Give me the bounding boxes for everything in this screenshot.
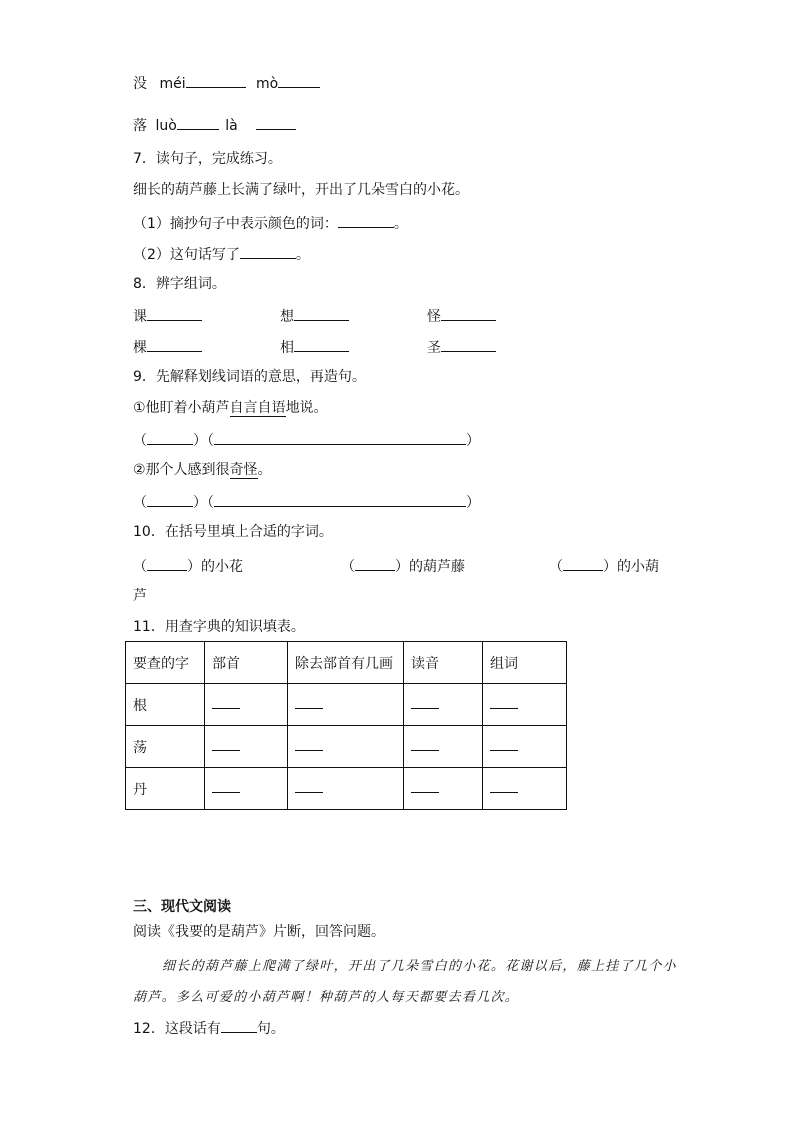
answer-blank[interactable]	[441, 336, 496, 352]
section-heading: 三、现代文阅读	[133, 899, 231, 915]
char: 相	[280, 340, 294, 356]
table-cell-blank[interactable]	[288, 768, 404, 810]
q9-s2-end: 。	[257, 462, 272, 478]
q10-item: ）的小花	[187, 559, 243, 575]
passage-line-2: 葫芦。多么可爱的小葫芦啊！种葫芦的人每天都要去看几次。	[133, 990, 520, 1005]
table-cell-blank[interactable]	[288, 726, 404, 768]
paren: ）（	[193, 433, 214, 449]
table-cell-blank[interactable]	[205, 768, 288, 810]
table-cell-blank[interactable]	[483, 726, 567, 768]
table-row	[126, 726, 567, 768]
q10-wrap: 芦	[133, 588, 147, 604]
answer-blank[interactable]	[147, 555, 187, 571]
answer-blank[interactable]	[338, 212, 394, 228]
paren: （	[133, 495, 147, 511]
paren: （	[341, 559, 355, 575]
q7-sub1-text: （1）摘抄句子中表示颜色的词：	[133, 216, 338, 232]
meaning-blank[interactable]	[147, 429, 193, 445]
char: 怪	[427, 309, 441, 325]
table-header: 除去部首有几画	[288, 642, 404, 684]
q7-sub2-end: 。	[295, 247, 310, 263]
q10-title: 10．在括号里填上合适的字词。	[133, 524, 333, 540]
q10-item: ）的小葫	[603, 559, 659, 575]
table-header: 要查的字	[126, 642, 205, 684]
answer-blank[interactable]	[240, 243, 296, 259]
paren: （	[133, 559, 147, 575]
section-intro: 阅读《我要的是葫芦》片断，回答问题。	[133, 924, 385, 940]
answer-blank[interactable]	[563, 555, 603, 571]
table-cell-char: 丹	[126, 768, 205, 810]
q10-item: ）的葫芦藤	[395, 559, 465, 575]
table-cell-blank[interactable]	[404, 726, 483, 768]
answer-blank[interactable]	[221, 1017, 257, 1033]
q10-row	[133, 555, 673, 575]
paren: ）	[466, 495, 480, 511]
answer-blank[interactable]	[256, 114, 296, 130]
q7-sub2	[133, 243, 310, 265]
q8-row-1	[133, 305, 533, 325]
table-cell-blank[interactable]	[404, 684, 483, 726]
q11-title: 11．用查字典的知识填表。	[133, 619, 305, 635]
table-row	[126, 768, 567, 810]
underlined-word: 奇怪	[229, 462, 258, 478]
q9-sentence-1	[133, 398, 328, 418]
q9-sentence-2	[133, 460, 272, 480]
q9-answer-2	[133, 491, 480, 513]
answer-blank[interactable]	[441, 305, 496, 321]
answer-blank[interactable]	[147, 305, 202, 321]
q8-title: 8．辨字组词。	[133, 276, 226, 292]
table-cell-char: 根	[126, 684, 205, 726]
answer-blank[interactable]	[294, 305, 349, 321]
polyphone-char: 没	[133, 76, 147, 92]
q7-title: 7．读句子，完成练习。	[133, 151, 282, 167]
pinyin-2: mò	[256, 76, 279, 92]
q9-s1-text: ①他盯着小葫芦	[133, 400, 230, 416]
dictionary-table	[125, 641, 567, 810]
q7-sentence: 细长的葫芦藤上长满了绿叶，开出了几朵雪白的小花。	[133, 182, 469, 198]
q7-sub1-end: 。	[393, 216, 408, 232]
char: 想	[280, 309, 294, 325]
paren: ）	[466, 433, 480, 449]
sentence-blank[interactable]	[214, 491, 466, 507]
q12-text: 12．这段话有	[133, 1021, 221, 1037]
answer-blank[interactable]	[355, 555, 395, 571]
table-cell-blank[interactable]	[404, 768, 483, 810]
answer-blank[interactable]	[278, 72, 320, 88]
table-cell-blank[interactable]	[205, 726, 288, 768]
table-row	[126, 684, 567, 726]
char: 棵	[133, 340, 147, 356]
paren: （	[133, 433, 147, 449]
q12	[133, 1017, 285, 1039]
char: 圣	[427, 340, 441, 356]
polyphone-line-2	[133, 114, 296, 136]
table-header: 组词	[483, 642, 567, 684]
pinyin-2: là	[225, 118, 238, 134]
meaning-blank[interactable]	[147, 491, 193, 507]
char: 课	[133, 309, 147, 325]
table-cell-blank[interactable]	[288, 684, 404, 726]
table-header-row	[126, 642, 567, 684]
q7-sub2-text: （2）这句话写了	[133, 247, 240, 263]
q12-end: 句。	[256, 1021, 285, 1037]
q9-title: 9．先解释划线词语的意思，再造句。	[133, 369, 366, 385]
table-header: 部首	[205, 642, 288, 684]
table-header: 读音	[404, 642, 483, 684]
table-cell-char: 荡	[126, 726, 205, 768]
passage-line-1: 细长的葫芦藤上爬满了绿叶，开出了几朵雪白的小花。花谢以后，藤上挂了几个小	[162, 959, 677, 974]
table-cell-blank[interactable]	[483, 684, 567, 726]
polyphone-char: 落	[133, 118, 147, 134]
pinyin-1: méi	[159, 76, 186, 92]
answer-blank[interactable]	[147, 336, 202, 352]
table-cell-blank[interactable]	[205, 684, 288, 726]
q7-sub1	[133, 212, 408, 234]
q9-answer-1	[133, 429, 480, 451]
q8-row-2	[133, 336, 533, 356]
answer-blank[interactable]	[186, 72, 246, 88]
paren: ）（	[193, 495, 214, 511]
underlined-word: 自言自语	[229, 400, 286, 416]
answer-blank[interactable]	[294, 336, 349, 352]
paren: （	[549, 559, 563, 575]
sentence-blank[interactable]	[214, 429, 466, 445]
q9-s1-end: 地说。	[285, 400, 328, 416]
q9-s2-text: ②那个人感到很	[133, 462, 230, 478]
table-cell-blank[interactable]	[483, 768, 567, 810]
answer-blank[interactable]	[177, 114, 219, 130]
polyphone-line-1	[133, 72, 320, 94]
pinyin-1: luò	[155, 118, 177, 134]
